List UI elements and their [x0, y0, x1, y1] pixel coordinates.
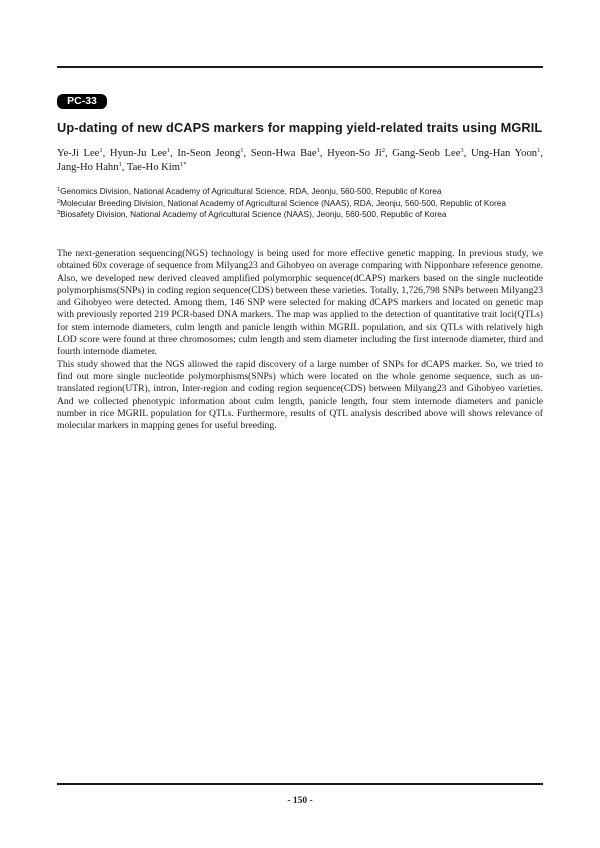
author: Ye-Ji Lee$^1$, — [57, 147, 106, 159]
author: Hyeon-So Ji$^2$, — [327, 147, 388, 159]
author: Gang-Seob Lee$^3$, — [392, 147, 467, 159]
affiliation: $^3$Biosafety Division, National Academy of Agricultural Science (NAAS), Jeonju, 560-500, Republic of Korea — [57, 209, 447, 220]
author: Seon-Hwa Bae$^1$, — [250, 147, 323, 159]
author: Jang-Ho Hahn$^1$, — [57, 161, 125, 173]
abstract-paragraph: This study showed that the NGS allowed the rapid discovery of a large number of SNPs for dCAPS marker. So, we tried to find out more single nucleotide polymorphisms(SNPs) which were located on the whole genome sequence, such as un-translated region(UTR), intron, Inter-region and coding region sequence(CDS) between Milyang23 and Gihobyeo varieties. And we collected phenotypic information about culm length, panicle length, four stem internode diameters and panicle number in rice MGRIL population for QTLs. Furthermore, results of QTL analysis described above will shows relevance of molecular markers in mapping genes for useful breeding. — [57, 358, 543, 432]
bottom-rule — [57, 783, 543, 785]
abstract-paragraph: The next-generation sequencing(NGS) technology is being used for more effective genetic mapping. In previous study, we obtained 60x coverage of sequence from Milyang23 and Gihobyeo on average comparing with Nipponbare reference genome. Also, we developed new derived cleaved amplified polymorphic sequence(dCAPS) markers based on the single nucleotide polymorphisms(SNPs) in coding region sequence(CDS) between these varieties. Totally, 1,726,798 SNPs between Milyang23 and Gihobyeo were detected. Among them, 146 SNP were selected for making dCAPS markers and located on genetic map with previously reported 219 PCR-based DNA markers. The map was applied to the detection of quantitative trait loci(QTLs) for stem internode diameters, culm length and panicle length within MGRIL population, and six QTLs with relatively high LOD score were found at three chromosomes; culm length and stem diameter including the first internode diameter, third and fourth internode diameter. — [57, 248, 543, 358]
author: Hyun-Ju Lee$^1$, — [109, 147, 173, 159]
author-list — [57, 147, 543, 175]
session-badge: PC-33 — [57, 94, 107, 109]
author: Ung-Han Yoon$^1$, — [470, 147, 543, 159]
page-number: - 150 - — [287, 796, 313, 806]
affiliation: $^2$Molecular Breeding Division, National Academy of Agricultural Science (NAAS), RDA, Jeonju, 560-500, Republic of Korea — [57, 197, 507, 208]
affiliation: $^1$Genomics Division, National Academy of Agricultural Science, RDA, Jeonju, 560-500, Republic of Korea — [57, 186, 442, 196]
affiliation-list — [57, 186, 545, 221]
author: In-Seon Jeong$^1$, — [177, 147, 247, 159]
top-rule — [57, 66, 543, 68]
author: Tae-Ho Kim$^{1*}$ — [126, 161, 187, 173]
abstract — [57, 248, 543, 432]
paper-title: Up-dating of new dCAPS markers for mapping yield-related traits using MGRIL — [57, 120, 543, 135]
